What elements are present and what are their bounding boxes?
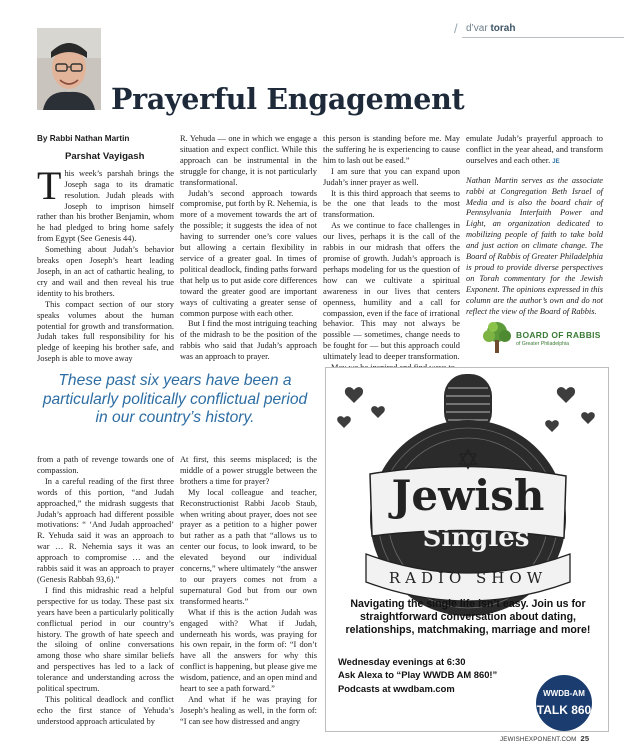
paragraph: My local colleague and teacher, Reconstructionist Rabbi Jacob Staub, when writing about prayer, does not see prayer as a petition to a higher power but rather as a path that “allows us to center our focus, to look inward, to be elevated beyond our individual concerns,” where ultimately “the answer to our prayers comes not from a supernatural God but from our own transformed hearts.” [180,487,317,606]
section-prefix: d’var [466,23,491,34]
author-photo [37,28,101,110]
heart-icon [545,420,559,432]
article-column-4 [466,134,603,318]
byline: By Rabbi Nathan Martin [37,134,130,143]
tree-icon [480,320,514,356]
article-column-1 [37,134,174,365]
page-footer [500,734,589,743]
logo-title: BOARD OF RABBIS [516,330,601,340]
ad-schedule: Wednesday evenings at 6:30 [338,656,466,667]
board-of-rabbis-logo [480,320,610,356]
paragraph: Something about Judah’s behavior breaks open Joseph’s heart leading Joseph, in an act of cathartic healing, to cry and wail and then reveal his true identity to his brothers. [37,245,174,298]
section-slash: / [454,21,458,36]
section-rule [462,37,624,38]
article-column-6 [180,455,317,728]
paragraph: But I find the most intriguing teaching of the midrash to be the position of the rabbis who said that Judah’s approach was an approach to prayer. [180,319,317,362]
paragraph: This compact section of our story speaks volumes about the human potential for growth and transformation. Judah takes full responsibility for his pledge of keeping his brother safe, and Joseph is able to move away [37,299,174,364]
paragraph: from a path of revenge towards one of compassion. [37,455,174,475]
paragraph: this person is standing before me. May the suffering he is experiencing to cause him to lash out be eased.” [323,134,460,165]
paragraph: R. Yehuda — one in which we engage a situation and expect conflict. While this approach can be instrumental in the struggle for change, it is not particularly transformational. [180,134,317,187]
paragraph: I find this midrashic read a helpful perspective for us today. These past six years have been a particularly politically conflictual period in our country’s history. The growth of hate speech and the siloing of online conversations among those who share similar beliefs and perspectives has led to a lack of tolerance and understanding across the political spectrum. [37,585,174,694]
paragraph: This political deadlock and conflict echo the first stance of Yehuda’s understood approach articulated by [37,694,174,726]
paragraph: This week’s parshah brings the Joseph saga to its dramatic resolution. Judah pleads with Joseph to imprison himself rather than his brother Benjamin, whom he had pledged to bring home safely from Egypt (See Genesis 44). [37,162,174,244]
ad-subtitle: RADIO SHOW [388,569,548,587]
page-number: 25 [580,734,590,743]
logo-subtitle: of Greater Philadelphia [516,341,570,347]
paragraph: As we continue to face challenges in our lives, perhaps it is the call of the rabbis in our midrash that offers the promise of growth. Judah’s approach is perhaps modeling for us the question of how can we cultivate a spiritual awareness in our lives that centers openness, humility and a call for compassion, even if the face of irrational behavior. This may not always be possible — sometimes, change needs to be fought for — but this approach could ultimately lead to deeper transformation. [323,221,460,362]
footer-site: JEWISHEXPONENT.COM [500,736,577,743]
pull-quote: These past six years have been a particularly politically conflictual period in our country’s history. [42,372,308,426]
page-title: Prayerful Engagement [111,82,465,116]
paragraph: What if this is the action Judah was engaged with? What if Judah, underneath his words, was praying for his own repair, in the form of: “I don’t have all the answers for why this conflict is happening, but please give me wisdom, patience, and an open mind and heart to see a path forward.” [180,607,317,694]
article-column-2 [180,134,317,363]
paragraph: In a careful reading of the first three words of this portion, “and Judah approached,” the midrash suggests that Judah’s approach had different possible motivations: “ ‘And Judah approached’ R. Yehuda said it was an approach to war … R. Nehemia says it was an approach to compromise … and the rabbis said it was an approach to prayer (Genesis Rabbah 93,6).” [37,476,174,584]
heart-icon [581,412,595,424]
author-bio: Nathan Martin serves as the associate rabbi at Congregation Beth Israel of Media and is also the board chair of Pennsylvania Interfaith Power and Light, an organization dedicated to mobilizing people of faith to take bold and just action on climate change. The Board of Rabbis of Greater Philadelphia is proud to provide diverse perspectives on Torah commentary for the Jewish Exponent. The opinions expressed in this column are the author’s own and do not reflect the view of the Board of Rabbis. [466,175,603,316]
heart-icon [371,406,385,418]
ad-tagline: Navigating the single life isn’t easy. Join us for straightforward conversation about dating, relationships, matchmaking, marriage and more! [345,598,591,636]
heart-icon [345,387,363,403]
ad-alexa: Ask Alexa to “Play WWDB AM 860!” [338,669,498,680]
heart-icon [557,387,575,403]
radio-show-ad [325,367,609,732]
ad-podcasts: Podcasts at wwdbam.com [338,683,455,694]
paragraph: And what if he was praying for Joseph’s healing as well, in the form of: “I can see how distressed and angry [180,694,317,726]
article-column-3 [323,134,460,374]
heart-icon [337,416,351,428]
paragraph: emulate Judah’s prayerful approach to conflict in the year ahead, and transform ourselves and each other. JE [466,134,603,165]
paragraph: It is this third approach that seems to be the one that leads to the most transformation. [323,188,460,220]
end-mark: JE [552,158,560,165]
station-top: WWDB-AM [543,689,585,698]
paragraph: I am sure that you can expand upon Judah’s inner prayer as well. [323,166,460,187]
station-bottom: TALK 860 [536,703,592,717]
ad-title-word1: Jewish [391,471,545,520]
paragraph: At first, this seems misplaced; is the middle of a power struggle between the brothers a time for prayer? [180,455,317,486]
parsha-title: Parshat Vayigash [65,150,145,162]
paragraph: Judah’s second approach towards compromise, put forth by R. Nehemia, is more of a movement towards the art of the possible; it suggests the idea of not having to surrender one’s core values but allowing a certain flexibility in service of a greater goal. In times of political deadlock, finding paths forward that help us to put aside core differences toward the greater good are important ways of cultivating a greater sense of common purpose with each other. [180,188,318,318]
drop-cap: T [37,162,62,208]
section-tag [454,22,624,38]
article-column-5 [37,455,174,728]
ad-title-word2: Singles [422,523,530,553]
section-name: torah [490,23,516,34]
